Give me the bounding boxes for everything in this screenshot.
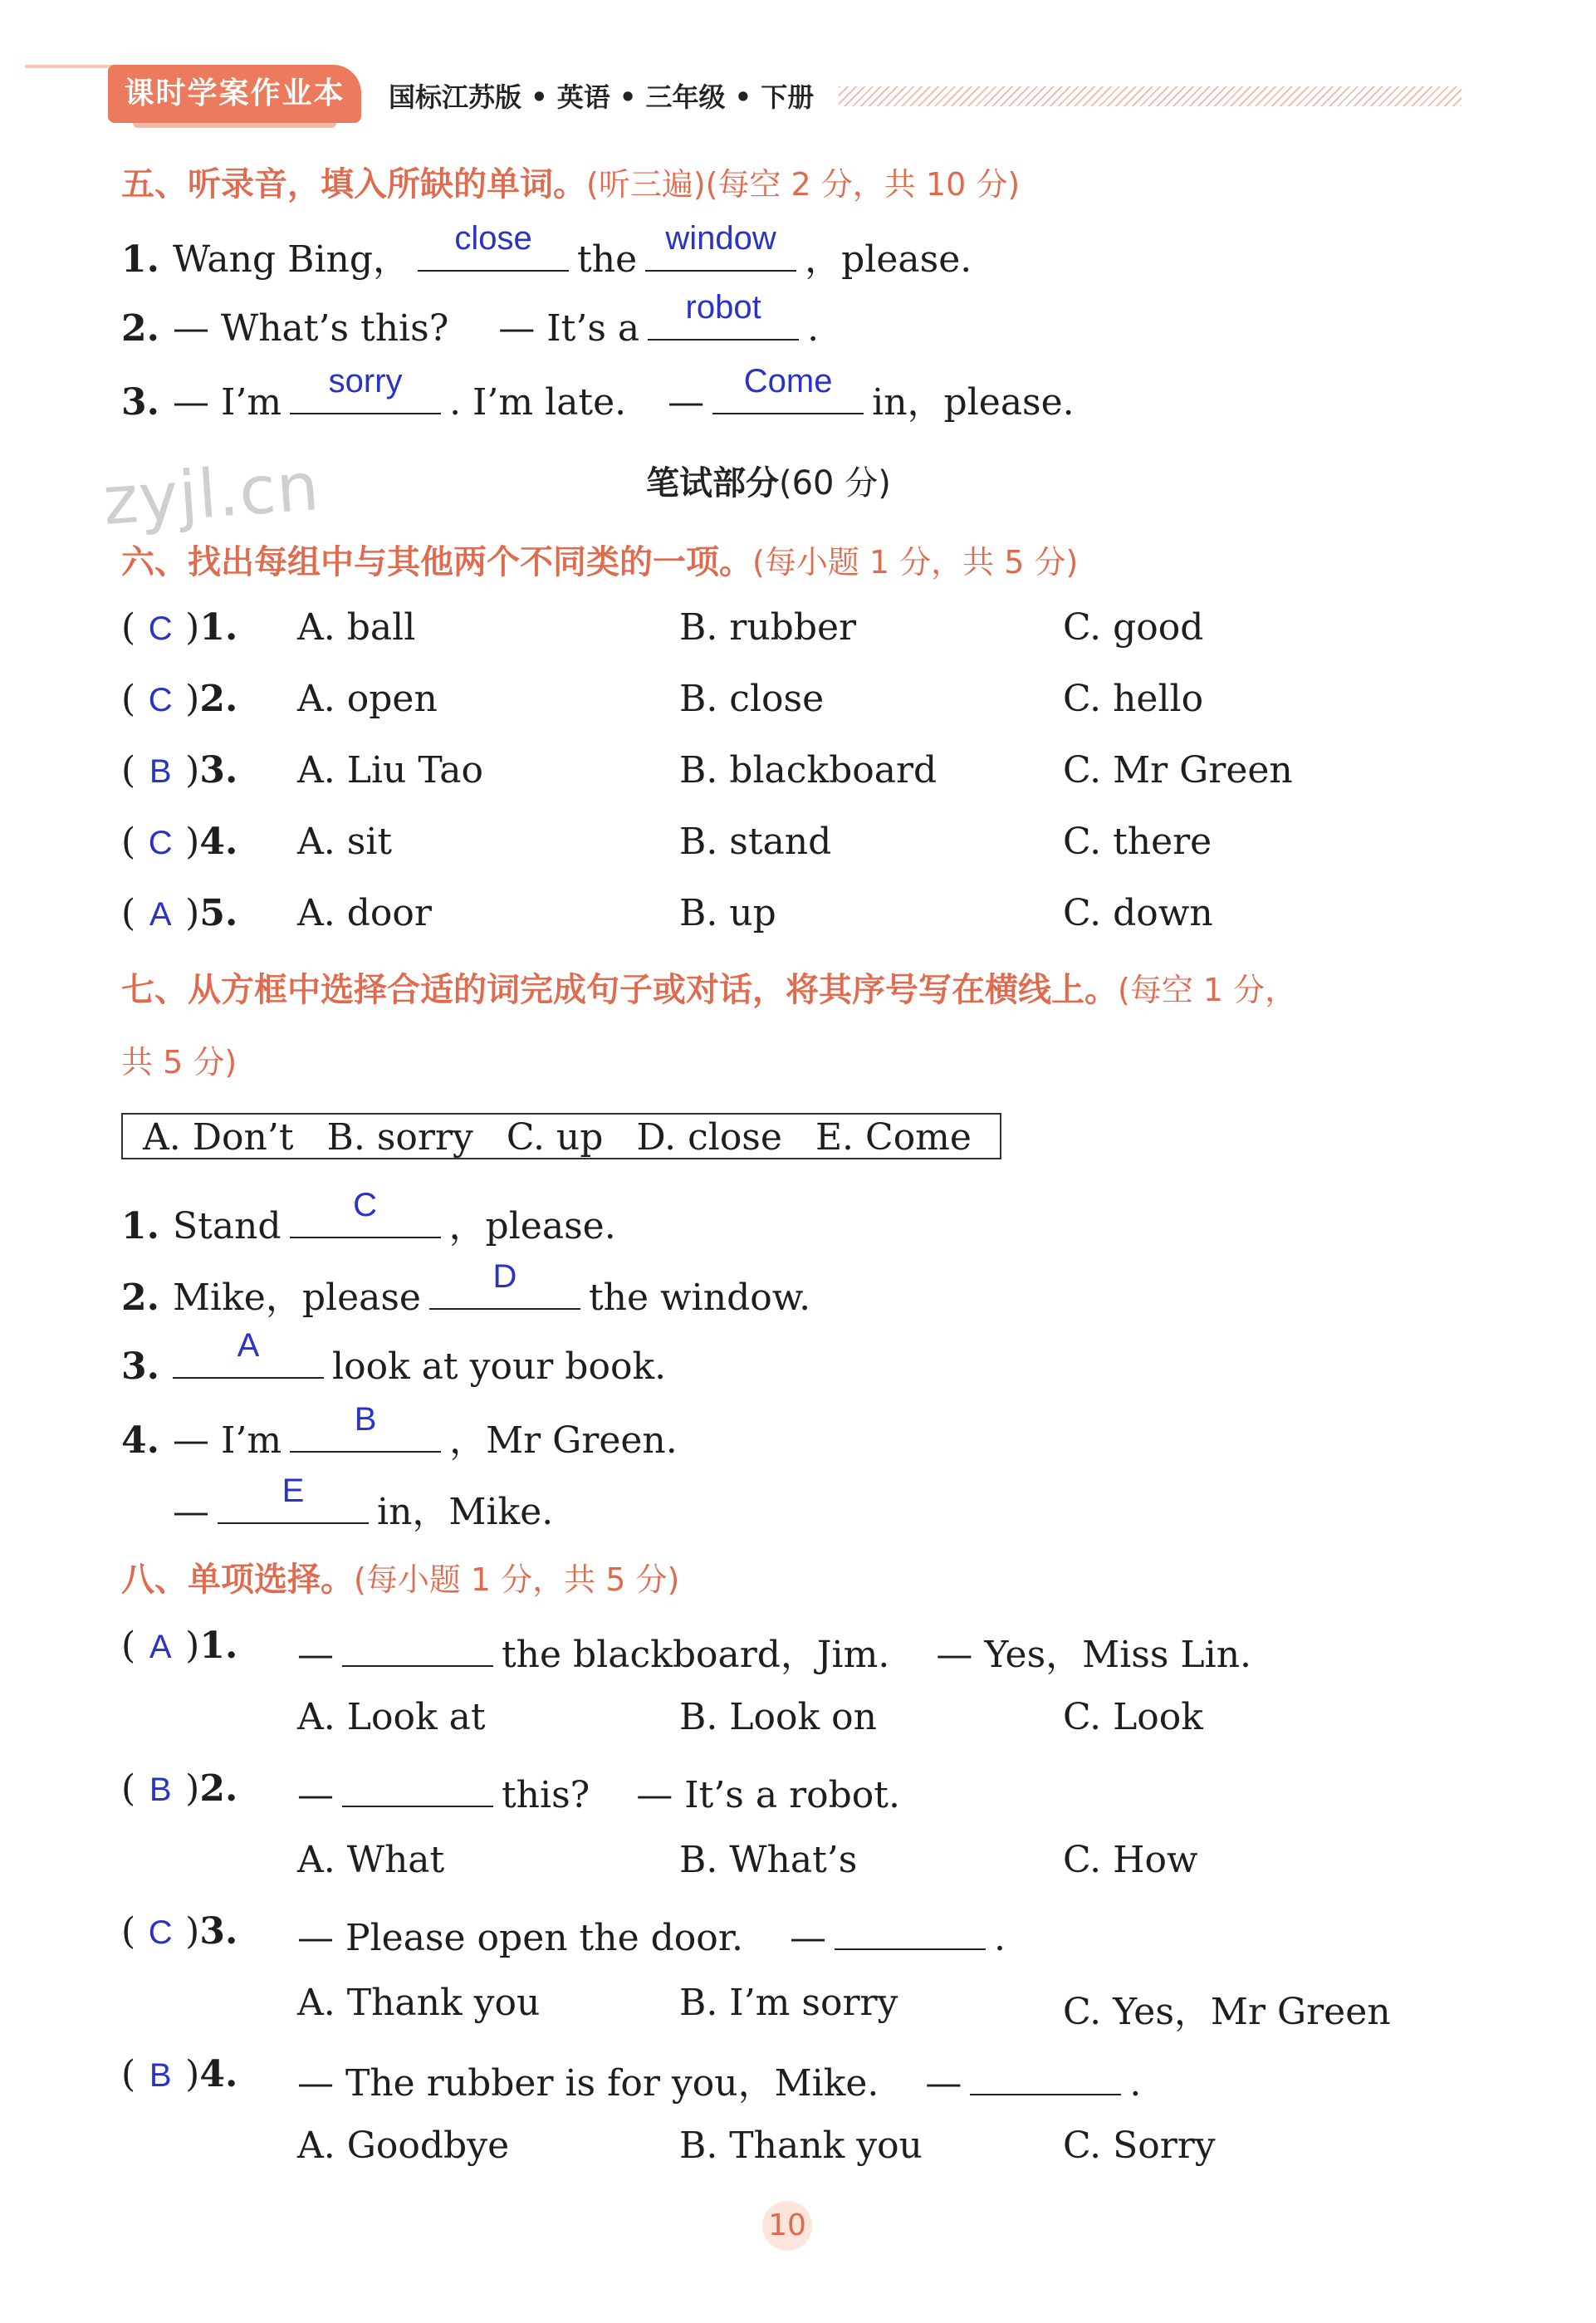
- answer-blank: [835, 1910, 986, 1950]
- text: — It’s a robot.: [636, 1774, 900, 1816]
- text: —: [925, 2062, 962, 2105]
- option-c: C. Look: [1063, 1696, 1203, 1738]
- header-hatch-decoration: [839, 86, 1461, 106]
- answer: B: [354, 1401, 377, 1438]
- text: .: [807, 307, 820, 350]
- section6-heading: 六、找出每组中与其他两个不同类的一项。: [121, 543, 752, 581]
- series-info: 国标江苏版 • 英语 • 三年级 • 下册: [389, 81, 815, 113]
- s7-item-4: [121, 1401, 678, 1463]
- word-box: [121, 1113, 1001, 1159]
- answer-blank: [429, 1258, 580, 1310]
- answer-blank: [290, 1401, 441, 1453]
- text: — I’m: [173, 1419, 282, 1462]
- option-a: A. Thank you: [297, 1982, 541, 2024]
- option-b: B. close: [679, 678, 825, 720]
- answer: Come: [743, 363, 833, 399]
- item-number: 4.: [199, 821, 238, 863]
- section7-title-cont: [121, 1037, 237, 1082]
- answer-blank: [290, 363, 441, 414]
- box-word: B. sorry: [326, 1116, 473, 1159]
- item-number: 3.: [121, 1345, 159, 1388]
- answer-blank: [648, 289, 799, 341]
- answer: E: [282, 1473, 305, 1509]
- option-c: C. down: [1063, 892, 1213, 934]
- s8-q2-answer: ( B )2.: [121, 1767, 238, 1810]
- option-a: A. Goodbye: [297, 2125, 510, 2167]
- s6-row-5: ( A )5.: [121, 892, 238, 934]
- item-number: 2.: [121, 1277, 159, 1319]
- text: in，Mike.: [377, 1491, 554, 1533]
- option-b: B. Look on: [679, 1696, 877, 1738]
- option-b: B. rubber: [679, 606, 857, 649]
- s5-item-1: [121, 220, 972, 282]
- text: . I’m late.: [449, 381, 627, 424]
- answer: C: [148, 682, 173, 718]
- section8-heading: 八、单项选择。: [121, 1561, 354, 1599]
- text: in，please.: [872, 381, 1075, 424]
- text: — What’s this?: [173, 307, 449, 350]
- text: the: [577, 238, 638, 281]
- option-b: B. stand: [679, 821, 832, 863]
- text: — It’s a: [498, 307, 640, 350]
- answer-blank: [418, 220, 569, 272]
- watermark: zyjl.cn: [100, 448, 322, 540]
- s8-q1-stem: [297, 1625, 1251, 1678]
- text: — The rubber is for you，Mike.: [297, 2062, 879, 2105]
- box-word: A. Don’t: [143, 1116, 294, 1159]
- text: —: [789, 1917, 826, 1959]
- s5-item-2: [121, 289, 820, 350]
- item-number: 1.: [199, 606, 238, 649]
- item-number: 5.: [199, 892, 238, 934]
- option-c: C. How: [1063, 1839, 1198, 1881]
- option-b: B. I’m sorry: [679, 1982, 898, 2024]
- s7-item-4-reply: [173, 1473, 554, 1535]
- answer: close: [454, 220, 532, 257]
- text: ，please.: [805, 238, 972, 281]
- text: this?: [502, 1774, 590, 1816]
- text: the blackboard，Jim.: [502, 1634, 890, 1676]
- answer: B: [149, 753, 172, 790]
- text: Wang Bing，: [173, 238, 410, 281]
- item-number: 1.: [121, 238, 159, 281]
- answer: sorry: [328, 363, 403, 399]
- answer-blank: [645, 220, 796, 272]
- s6-row-1: ( C )1.: [121, 606, 238, 649]
- text: .: [1129, 2062, 1142, 2105]
- section7-heading: 七、从方框中选择合适的词完成句子或对话，将其序号写在横线上。: [121, 971, 1118, 1009]
- box-word: C. up: [506, 1116, 604, 1159]
- page-number: 10: [762, 2201, 812, 2251]
- option-a: A. sit: [297, 821, 393, 863]
- section7-note: (每空 1 分，: [1118, 972, 1297, 1008]
- option-c: C. Yes，Mr Green: [1063, 1991, 1391, 2033]
- section5-note: (听三遍)(每空 2 分，共 10 分): [586, 166, 1021, 203]
- answer: B: [149, 1772, 172, 1808]
- section7-note-cont: 共 5 分): [121, 1044, 237, 1081]
- s7-item-3: [121, 1327, 667, 1388]
- option-b: B. up: [679, 892, 776, 934]
- answer-blank: [970, 2056, 1121, 2095]
- written-part-title: [646, 457, 891, 504]
- item-number: 3.: [199, 1910, 238, 1953]
- s8-q4-answer: ( B )4.: [121, 2053, 238, 2095]
- section6-note: (每小题 1 分，共 5 分): [752, 544, 1079, 581]
- answer-blank: [712, 363, 864, 414]
- section8-title: [121, 1553, 679, 1600]
- section5-title: [121, 158, 1020, 205]
- text: —: [173, 1491, 209, 1533]
- s6-row-3: ( B )3.: [121, 749, 238, 791]
- answer-blank: [290, 1187, 441, 1238]
- option-c: C. there: [1063, 821, 1212, 863]
- text: — I’m: [173, 381, 282, 424]
- written-heading: 笔试部分: [646, 464, 779, 502]
- option-a: A. ball: [297, 606, 416, 649]
- written-note: (60 分): [779, 464, 891, 502]
- option-b: B. Thank you: [679, 2125, 923, 2167]
- answer: robot: [685, 289, 761, 326]
- item-number: 1.: [199, 1625, 238, 1667]
- answer: C: [148, 1914, 173, 1951]
- option-a: A. open: [297, 678, 438, 720]
- text: the window.: [588, 1277, 811, 1319]
- item-number: 3.: [199, 749, 238, 791]
- answer: window: [665, 220, 776, 257]
- box-word: E. Come: [815, 1116, 972, 1159]
- text: ，Mr Green.: [449, 1419, 678, 1462]
- text: ，please.: [448, 1205, 616, 1247]
- option-c: C. Mr Green: [1063, 749, 1293, 791]
- text: Stand: [173, 1205, 282, 1247]
- section6-title: [121, 536, 1078, 583]
- s7-item-2: [121, 1258, 811, 1321]
- item-number: 2.: [199, 1767, 238, 1810]
- s6-row-2: ( C )2.: [121, 678, 238, 720]
- option-a: A. door: [297, 892, 432, 934]
- answer-blank: [342, 1627, 493, 1667]
- item-number: 2.: [121, 307, 159, 350]
- answer-blank: [173, 1327, 324, 1379]
- answer: C: [353, 1187, 377, 1223]
- header-tab: 课时学案作业本: [108, 65, 361, 123]
- text: Mike，please: [173, 1277, 421, 1319]
- option-c: C. good: [1063, 606, 1204, 649]
- s6-row-4: ( C )4.: [121, 821, 238, 863]
- text: —: [297, 1774, 334, 1816]
- item-number: 1.: [121, 1205, 159, 1247]
- s8-q3-answer: ( C )3.: [121, 1910, 238, 1953]
- text: —: [297, 1634, 334, 1676]
- answer: C: [148, 610, 173, 647]
- answer-blank: [342, 1767, 493, 1807]
- item-number: 4.: [199, 2053, 238, 2095]
- s8-q4-stem: [297, 2053, 1141, 2106]
- text: look at your book.: [332, 1345, 667, 1388]
- section5-heading: 五、听录音，填入所缺的单词。: [121, 165, 586, 203]
- section7-title: [121, 963, 1296, 1011]
- s5-item-3: [121, 363, 1075, 425]
- item-number: 3.: [121, 381, 159, 424]
- answer: A: [149, 896, 172, 933]
- option-c: C. Sorry: [1063, 2125, 1216, 2167]
- option-a: A. Look at: [297, 1696, 486, 1738]
- option-a: A. What: [297, 1839, 445, 1881]
- s7-item-1: [121, 1187, 616, 1249]
- answer: D: [492, 1258, 517, 1295]
- s8-q1-answer: ( A )1.: [121, 1625, 238, 1667]
- option-c: C. hello: [1063, 678, 1204, 720]
- box-word: D. close: [636, 1116, 782, 1159]
- s8-q2-stem: [297, 1767, 900, 1816]
- item-number: 2.: [199, 678, 238, 720]
- option-b: B. blackboard: [679, 749, 938, 791]
- text: .: [993, 1917, 1006, 1959]
- s8-q3-stem: [297, 1910, 1006, 1959]
- section8-note: (每小题 1 分，共 5 分): [354, 1561, 680, 1598]
- option-a: A. Liu Tao: [297, 749, 484, 791]
- answer: A: [149, 1629, 172, 1665]
- answer: A: [237, 1327, 260, 1364]
- answer: B: [149, 2057, 172, 2094]
- text: — Please open the door.: [297, 1917, 743, 1959]
- answer: C: [148, 825, 173, 861]
- text: — Yes，Miss Lin.: [936, 1634, 1252, 1676]
- text: —: [668, 381, 705, 424]
- option-b: B. What’s: [679, 1839, 858, 1881]
- item-number: 4.: [121, 1419, 159, 1462]
- answer-blank: [218, 1473, 369, 1524]
